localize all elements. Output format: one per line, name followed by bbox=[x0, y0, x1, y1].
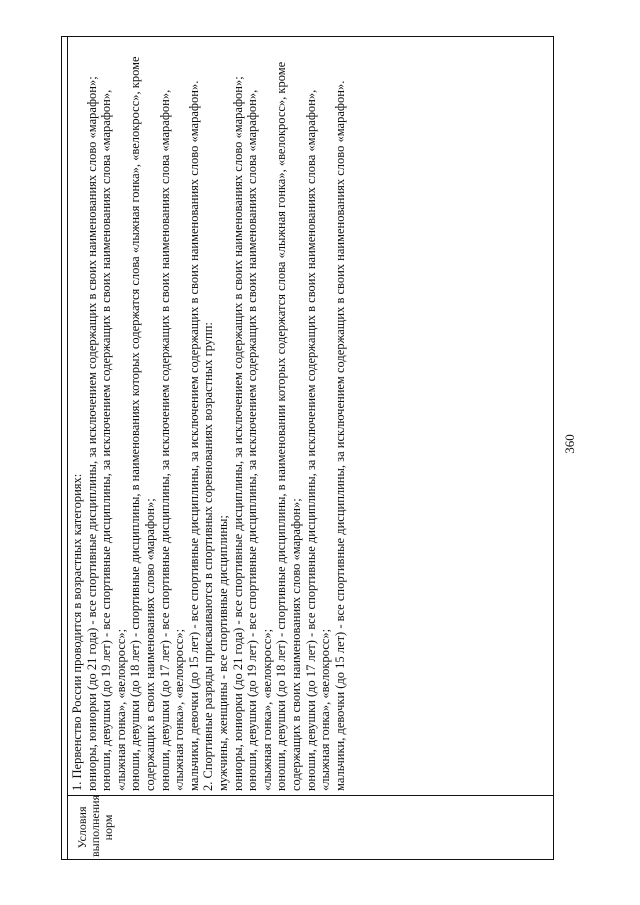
content-line: юниоры, юниорки (до 21 года) - все спортивные дисциплины, за исключением содержащих в своих наименованиях слово «марафон»; bbox=[84, 76, 99, 791]
content-line: мальчики, девочки (до 15 лет) - все спортивные дисциплины, за исключением содержащих в своих наименованиях слово «марафон». bbox=[186, 80, 201, 791]
content-line: юноши, девушки (до 17 лет) - все спортивные дисциплины, за исключением содержащих в своих наименованиях слова «марафон», «лыжная гонка», «велокросс»; bbox=[157, 89, 187, 791]
content-line: юноши, девушки (до 18 лет) - спортивные дисциплины, в наименовании которых содержатся слова «лыжная гонка», «велокросс», кроме содержащих в своих наименованиях слово «марафон»; bbox=[274, 61, 303, 791]
table-row bbox=[68, 37, 553, 859]
content-line: юниоры, юниорки (до 21 года) - все спортивные дисциплины, за исключением содержащих в своих наименованиях слово «марафон»; bbox=[230, 76, 245, 791]
content-line: 2. Спортивные разряды присваиваются в спортивных соревнованиях возрастных групп: bbox=[201, 322, 216, 791]
content-line: юноши, девушки (до 18 лет) - спортивные дисциплины, в наименованиях которых содержатся слова «лыжная гонка», «велокросс», кроме содержащих в своих наименованиях слово «марафон»; bbox=[128, 56, 157, 791]
conditions-table bbox=[61, 36, 554, 860]
content-line: 1. Первенство России проводится в возрастных категориях: bbox=[70, 473, 84, 791]
content-line: юноши, девушки (до 19 лет) - все спортивные дисциплины, за исключением содержащих в своих наименованиях слова «марафон», «лыжная гонка», «велокросс»; bbox=[245, 89, 274, 791]
content-line: юноши, девушки (до 17 лет) - все спортивные дисциплины, за исключением содержащих в своих наименованиях слова «марафон», «лыжная гонка», «велокросс»; bbox=[303, 89, 333, 791]
content-line: мужчины, женщины - все спортивные дисциплины; bbox=[215, 515, 230, 791]
content-line: юноши, девушки (до 19 лет) - все спортивные дисциплины, за исключением содержащих в своих наименованиях слова «марафон», «лыжная гонка», «велокросс»; bbox=[99, 89, 128, 791]
conditions-label: Условия выполнения норм bbox=[68, 795, 553, 859]
content-line: мальчики, девочки (до 15 лет) - все спортивные дисциплины, за исключением содержащих в своих наименованиях слово «марафон». bbox=[332, 80, 347, 791]
conditions-content bbox=[68, 37, 553, 795]
page-number: 360 bbox=[562, 434, 577, 454]
